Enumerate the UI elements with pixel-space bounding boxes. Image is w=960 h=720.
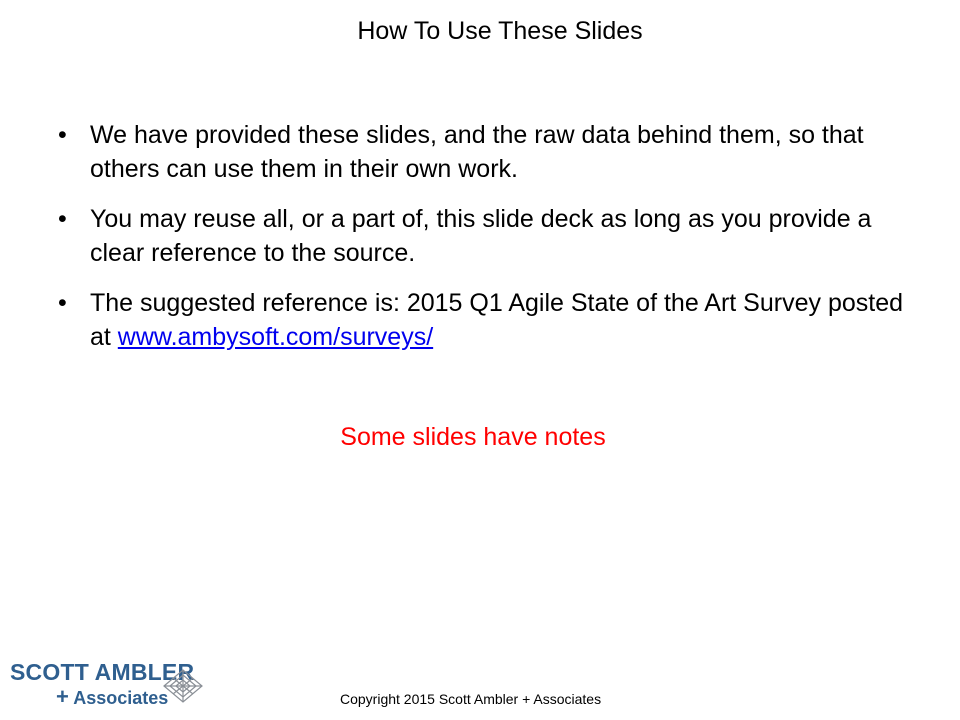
logo-plus: +: [56, 684, 69, 709]
company-logo: [10, 659, 210, 715]
logo-associates: Associates: [73, 688, 169, 708]
logo-line2: [56, 685, 168, 710]
copyright-footer: Copyright 2015 Scott Ambler + Associates: [340, 691, 602, 707]
bullet-item: [58, 118, 908, 186]
bullet-item: [58, 202, 908, 270]
logo-line1: SCOTT AMBLER: [10, 659, 195, 685]
bullet-list: [58, 118, 908, 370]
bullet-text: You may reuse all, or a part of, this slide deck as long as you provide a clear reference to the source.: [90, 205, 872, 267]
bullet-dot: •: [58, 121, 67, 149]
notes-text: Some slides have notes: [340, 423, 606, 451]
bullet-dot: •: [58, 205, 67, 233]
bullet-item: [58, 286, 908, 354]
slide-title: How To Use These Slides: [357, 17, 643, 45]
bullet-dot: •: [58, 289, 67, 317]
bullet-text: We have provided these slides, and the raw data behind them, so that others can use them in their own work.: [90, 121, 864, 183]
survey-link[interactable]: www.ambysoft.com/surveys/: [117, 323, 434, 351]
bullet-text: The suggested reference is: 2015 Q1 Agile State of the Art Survey posted at: [90, 289, 904, 351]
logo-diamond-mark: [162, 664, 204, 708]
